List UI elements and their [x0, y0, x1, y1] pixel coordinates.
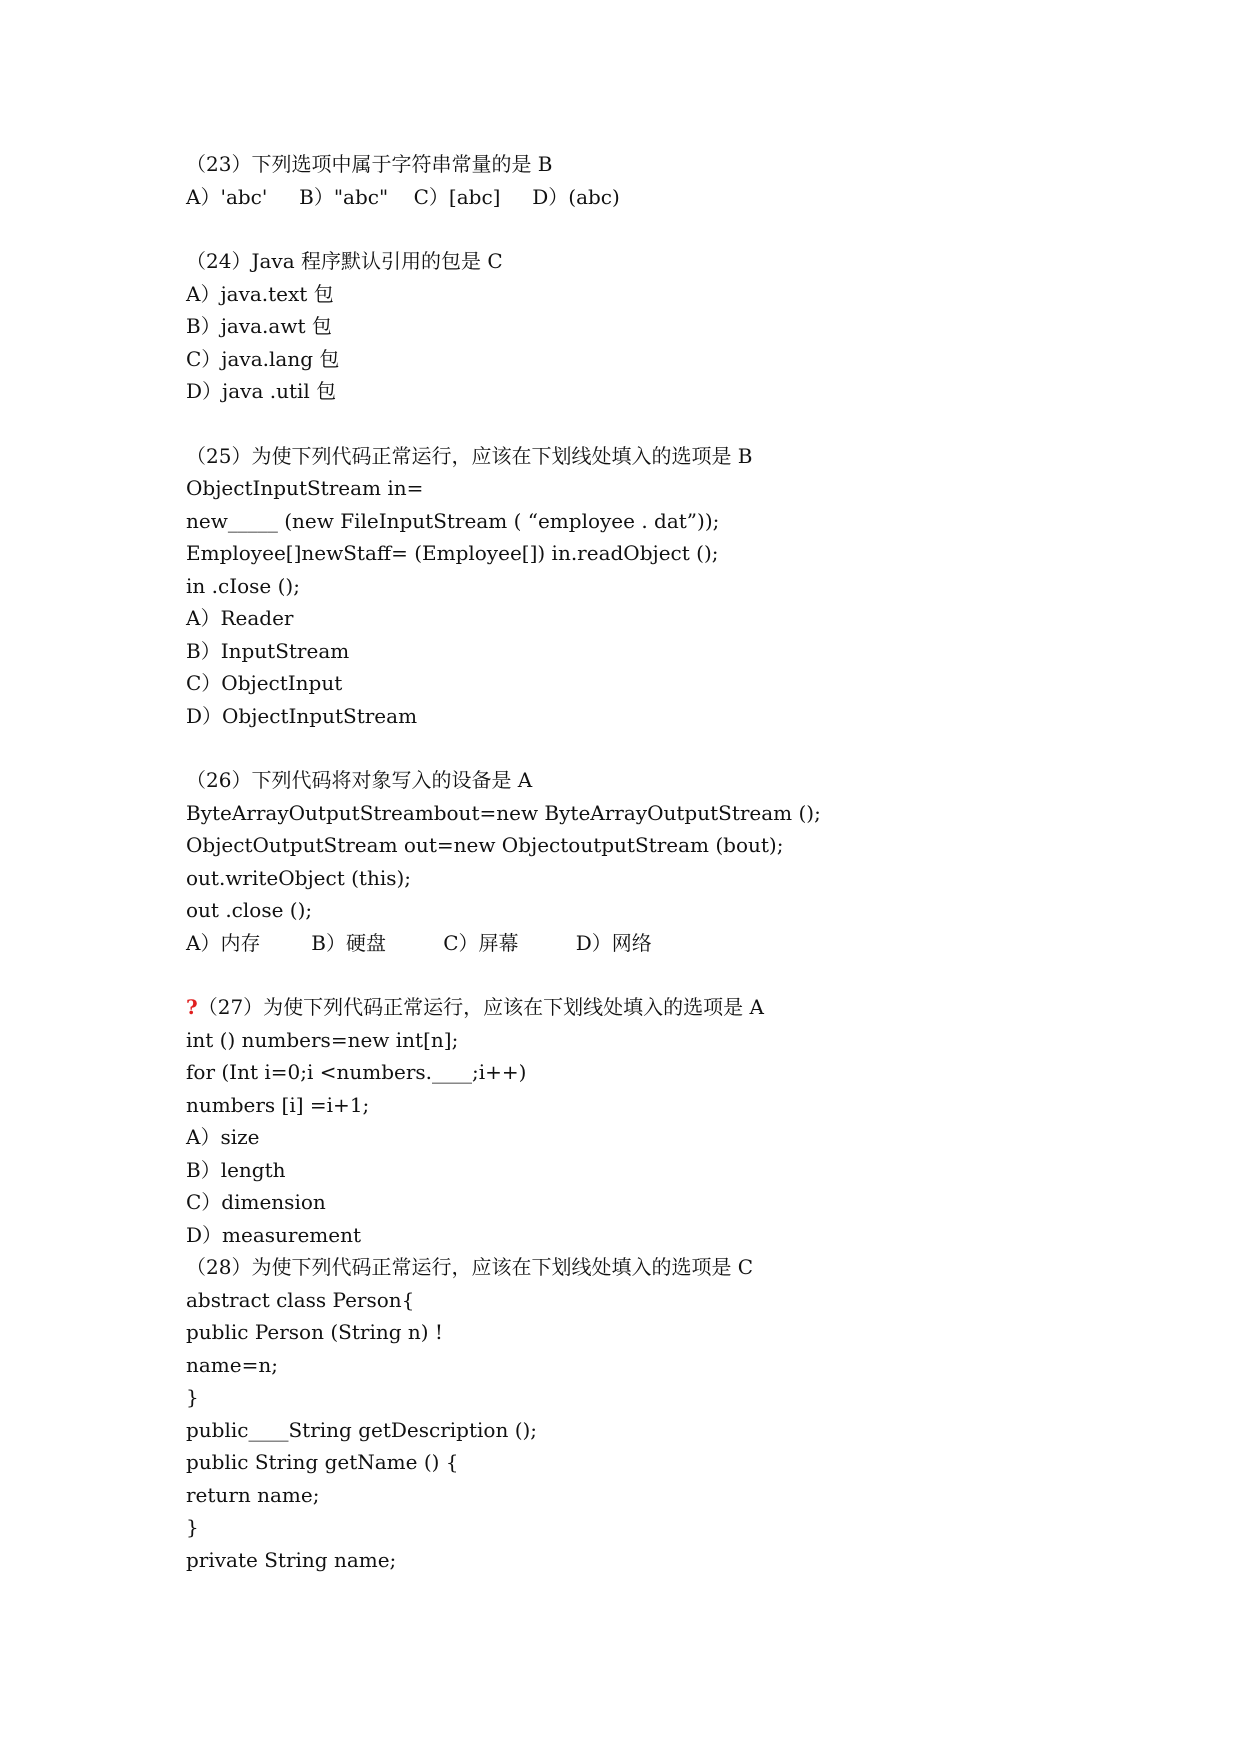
option-line: D）measurement — [186, 1222, 362, 1247]
question-24 — [186, 245, 1046, 408]
option-line: A）size — [186, 1125, 260, 1149]
code-line: int () numbers=new int[n]; — [186, 1027, 459, 1052]
question-25 — [186, 440, 1046, 733]
code-line: numbers [i] =i+1; — [186, 1092, 370, 1117]
code-line: return name; — [186, 1482, 320, 1507]
option-line: C）java.lang 包 — [186, 346, 340, 371]
code-line: abstract class Person{ — [186, 1287, 415, 1312]
option-line: A）'abc' B）"abc" C）[abc] D）(abc) — [186, 184, 620, 209]
code-line: in .cIose (); — [186, 573, 300, 598]
code-line: ObjectInputStream in= — [186, 476, 424, 500]
question-title: （27）为使下列代码正常运行，应该在下划线处填入的选项是 A — [197, 995, 764, 1019]
option-line: B）java.awt 包 — [186, 314, 332, 338]
question-title: （25）为使下列代码正常运行，应该在下划线处填入的选项是 B — [186, 443, 753, 468]
question-title: （23）下列选项中属于字符串常量的是 B — [186, 152, 553, 176]
option-line: A）内存 B）硬盘 C）屏幕 D）网络 — [186, 930, 652, 955]
code-line: for (Int i=0;i <numbers.____;i++) — [186, 1060, 527, 1084]
code-line: out .close (); — [186, 898, 313, 922]
question-27 — [186, 991, 1046, 1251]
code-line: private String name; — [186, 1547, 397, 1572]
code-line: public Person (String n) ! — [186, 1320, 443, 1344]
question-title-row — [186, 991, 1046, 1024]
question-title: （26）下列代码将对象写入的设备是 A — [186, 768, 533, 792]
code-line: ObjectOutputStream out=new ObjectoutputStream (bout); — [186, 833, 784, 857]
code-line: } — [186, 1385, 199, 1409]
option-line: D）ObjectInputStream — [186, 703, 418, 728]
question-title: （24）Java 程序默认引用的包是 C — [186, 249, 503, 273]
question-26 — [186, 764, 1046, 959]
code-line: public String getName () { — [186, 1450, 459, 1474]
code-line: ByteArrayOutputStreambout=new ByteArrayOutputStream (); — [186, 800, 821, 825]
question-28 — [186, 1251, 1046, 1576]
code-line: } — [186, 1515, 199, 1539]
code-line: new_____ (new FileInputStream ( “employee . dat”)); — [186, 508, 720, 533]
option-line: B）length — [186, 1157, 286, 1182]
option-line: B）InputStream — [186, 638, 350, 663]
option-line: C）dimension — [186, 1190, 326, 1214]
question-mark: ? — [186, 995, 198, 1019]
question-title: （28）为使下列代码正常运行，应该在下划线处填入的选项是 C — [186, 1255, 754, 1279]
option-line: A）Reader — [186, 606, 294, 630]
option-line: A）java.text 包 — [186, 281, 334, 306]
document-page — [186, 148, 1046, 1576]
code-line: out.writeObject (this); — [186, 865, 412, 890]
option-line: D）java .util 包 — [186, 379, 337, 403]
code-line: Employee[]newStaff= (Employee[]) in.readObject (); — [186, 541, 719, 565]
code-line: public____String getDescription (); — [186, 1417, 538, 1442]
code-line: name=n; — [186, 1352, 278, 1377]
option-line: C）ObjectInput — [186, 671, 343, 695]
question-23 — [186, 148, 1046, 213]
